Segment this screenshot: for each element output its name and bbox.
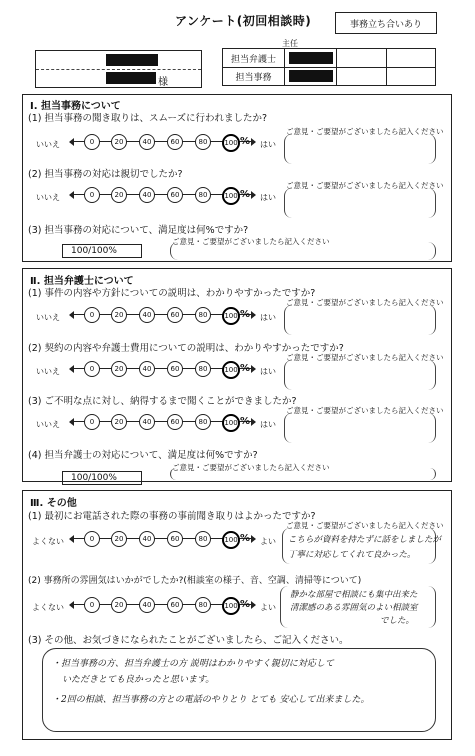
handwritten-comment: ・2回の相談、担当事務の方との電話のやりとり とても 安心して出来ました。: [52, 695, 370, 705]
question: (3) ご不明な点に対し、納得するまで聞くことができましたか?: [28, 396, 297, 407]
divider: [36, 69, 201, 70]
rating-scale: いいえ 0 20 40 60 80 100 % はい: [36, 298, 296, 324]
rating-scale: よくない 0 20 40 60 80 100 % よい: [36, 588, 296, 614]
satisfaction-box[interactable]: 100/100%: [62, 244, 142, 258]
shunin-label: 主任: [282, 39, 298, 48]
comment-box[interactable]: [170, 468, 436, 480]
form-title: アンケート(初回相談時): [175, 14, 312, 28]
comment-box[interactable]: [284, 413, 436, 443]
question: (2) 契約の内容や弁護士費用についての説明は、わかりやすかったですか?: [28, 343, 344, 354]
rating-scale: よくない 0 20 40 60 80 100 % よい: [36, 522, 296, 548]
question: (2) 担当事務の対応は親切でしたか?: [28, 169, 183, 180]
question: (1) 最初にお電話された際の事務の事前聞き取りはよかったですか?: [28, 511, 316, 522]
satisfaction-box[interactable]: 100/100%: [62, 471, 142, 485]
handwritten-comment: 静かな部屋で相談にも集中出来た: [290, 590, 418, 600]
comment-box[interactable]: [284, 360, 436, 390]
question: (1) 担当事務の聞き取りは、スムーズに行われましたか?: [28, 113, 268, 124]
selected-rating[interactable]: 100: [222, 307, 240, 325]
redacted-name: [106, 72, 156, 84]
staff-label-clerk: 担当事務: [223, 67, 285, 85]
question: (2) 事務所の雰囲気はいかがでしたか?(相談室の様子、音、空調、清掃等について): [28, 576, 362, 586]
comment-box[interactable]: [284, 134, 436, 164]
question: (4) 担当弁護士の対応について、満足度は何%ですか?: [28, 450, 258, 461]
question: (3) その他、お気づきになられたことがございましたら、ご記入ください。: [28, 635, 349, 646]
selected-rating[interactable]: 100: [222, 187, 240, 205]
rating-scale: いいえ 0 20 40 60 80 100 % はい: [36, 352, 296, 378]
rating-scale: いいえ 0 20 40 60 80 100 % はい: [36, 125, 296, 151]
staff-label-lawyer: 担当弁護士: [223, 49, 285, 67]
staff-table: [222, 48, 436, 86]
honorific: 様: [158, 77, 168, 88]
section-heading: Ⅰ. 担当事務について: [30, 101, 121, 112]
handwritten-comment: ・担当事務の方、担当弁護士の方 説明はわかりやすく親切に対応して: [52, 659, 334, 669]
selected-rating[interactable]: 100: [222, 597, 240, 615]
question: (3) 担当事務の対応について、満足度は何%ですか?: [28, 225, 249, 236]
selected-rating[interactable]: 100: [222, 531, 240, 549]
redacted-name: [106, 54, 158, 66]
handwritten-comment: 丁寧に対応してくれて良かった。: [288, 550, 416, 560]
comment-box[interactable]: [170, 242, 436, 260]
handwritten-comment: 清潔感のある雰囲気のよい相談室: [290, 603, 418, 613]
client-name-box: [35, 50, 202, 88]
selected-rating[interactable]: 100: [222, 414, 240, 432]
comment-box[interactable]: [284, 305, 436, 335]
rating-scale: いいえ 0 20 40 60 80 100 % はい: [36, 405, 296, 431]
section-heading: Ⅱ. 担当弁護士について: [30, 276, 134, 287]
redacted-name: [289, 70, 333, 82]
rating-scale: いいえ 0 20 40 60 80 100 % はい: [36, 178, 296, 204]
section-heading: Ⅲ. その他: [30, 498, 77, 509]
handwritten-comment: でした。: [380, 616, 415, 626]
comment-box[interactable]: [284, 188, 436, 218]
selected-rating[interactable]: 100: [222, 134, 240, 152]
stamp-box: 事務立ち合いあり: [335, 12, 437, 34]
selected-rating[interactable]: 100: [222, 361, 240, 379]
handwritten-comment: こちらが資料を持たずに話をしましたが: [288, 535, 442, 545]
question: (1) 事件の内容や方針についての説明は、わかりやすかったですか?: [28, 288, 316, 299]
handwritten-comment: いただきとても良かったと思います。: [62, 675, 215, 685]
redacted-name: [289, 52, 333, 64]
